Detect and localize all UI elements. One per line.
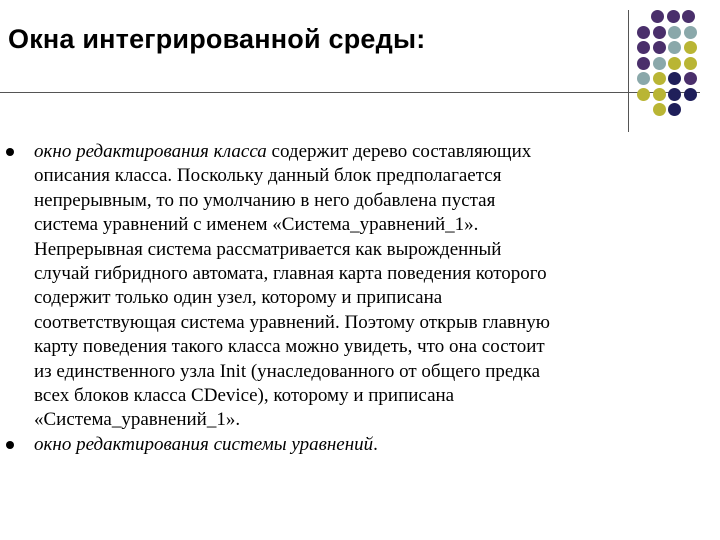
bullet-icon — [6, 441, 14, 449]
dot-decoration — [653, 57, 666, 70]
text-line: описания класса. Поскольку данный блок предполагается — [34, 165, 502, 187]
dot-decoration — [668, 88, 681, 101]
dot-decoration — [684, 41, 697, 54]
dot-decoration — [668, 41, 681, 54]
list-item — [6, 433, 636, 457]
content-list — [6, 140, 636, 457]
text-line: Непрерывная система рассматривается как вырожденный — [34, 238, 502, 260]
text-line: непрерывным, то по умолчанию в него добавлена пустая — [34, 189, 496, 211]
dot-decoration — [667, 10, 680, 23]
slide-title: Окна интегрированной среды: — [8, 24, 426, 54]
dot-decoration — [684, 26, 697, 39]
dot-decoration — [651, 10, 664, 23]
dot-decoration — [653, 41, 666, 54]
dot-decoration — [668, 103, 681, 116]
dot-decoration — [684, 88, 697, 101]
dot-decoration — [653, 72, 666, 85]
dot-decoration — [684, 57, 697, 70]
paragraph-line — [34, 433, 636, 457]
text-line: содержит только один узел, которому и приписана — [34, 287, 443, 309]
dot-decoration — [668, 57, 681, 70]
dot-decoration — [637, 41, 650, 54]
dot-decoration — [637, 26, 650, 39]
bullet-icon — [6, 148, 14, 156]
term-label: окно редактирования системы уравнений — [34, 433, 374, 455]
term-label: окно редактирования класса — [34, 141, 267, 162]
dot-decoration — [668, 26, 681, 39]
text-line: карту поведения такого класса можно увидеть, что она состоит — [34, 336, 545, 358]
text-line: случай гибридного автомата, главная карта поведения которого — [34, 263, 547, 285]
text-line: из единственного узла Init (унаследованного от общего предка — [34, 360, 541, 382]
dot-decoration — [653, 88, 666, 101]
text-line: всех блоков класса CDevice), которому и приписана — [34, 385, 455, 407]
text-line: «Система_уравнений_1». — [34, 409, 241, 431]
text-line: содержит дерево составляющих — [266, 141, 532, 162]
dot-decoration — [637, 72, 650, 85]
dot-decoration — [653, 26, 666, 39]
dot-grid-decoration — [637, 10, 717, 120]
dot-decoration — [637, 57, 650, 70]
dot-decoration — [684, 72, 697, 85]
horizontal-rule — [0, 92, 700, 93]
vertical-rule — [628, 10, 629, 132]
dot-decoration — [637, 88, 650, 101]
text-line: соответствующая система уравнений. Поэтому открыв главную — [34, 311, 550, 333]
list-item — [6, 140, 636, 433]
dot-decoration — [668, 72, 681, 85]
text-line: система уравнений с именем «Система_уравнений_1». — [34, 214, 479, 236]
paragraph-line — [34, 140, 636, 164]
text-line: . — [373, 433, 378, 455]
dot-decoration — [682, 10, 695, 23]
dot-decoration — [653, 103, 666, 116]
